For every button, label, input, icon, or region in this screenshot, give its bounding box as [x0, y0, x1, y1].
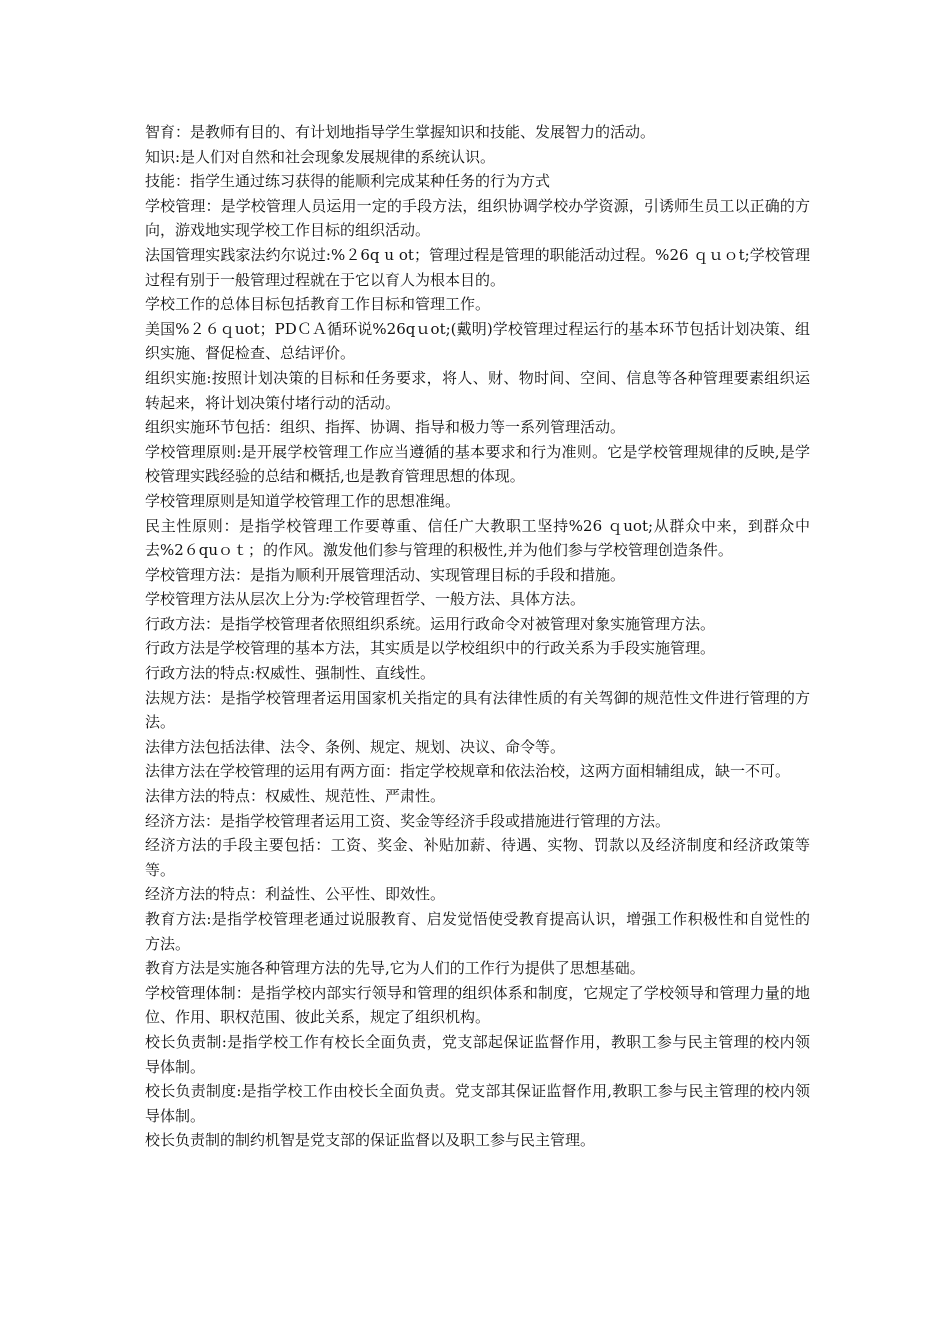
paragraph: 学校管理方法：是指为顺利开展管理活动、实现管理目标的手段和措施。 [145, 565, 626, 584]
paragraph: 学校管理原则:是开展学校管理工作应当遵循的基本要求和行为准则。它是学校管理规律的反映,是学校管理实践经验的总结和概括,也是教育管理思想的体现。 [145, 442, 810, 486]
paragraph: 学校工作的总体目标包括教育工作目标和管理工作。 [145, 295, 491, 314]
paragraph: 校长负责制:是指学校工作有校长全面负责，党支部起保证监督作用，教职工参与民主管理的校内领导体制。 [145, 1032, 810, 1076]
paragraph: 美国%２６ｑuot；PDＣＡ循环说%26qｕot;(戴明)学校管理过程运行的基本环节包括计划决策、组织实施、督促检查、总结评价。 [145, 319, 810, 363]
paragraph: 智育：是教师有目的、有计划地指导学生掌握知识和技能、发展智力的活动。 [145, 123, 656, 141]
paragraph: 法律方法包括法律、法令、条例、规定、规划、决议、命令等。 [145, 737, 566, 756]
paragraph: 法国管理实践家法约尔说过:%２6q u ot；管理过程是管理的职能活动过程。%26 ｑｕｏt;学校管理过程有别于一般管理过程就在于它以育人为根本目的。 [145, 245, 810, 289]
paragraph: 经济方法：是指学校管理者运用工资、奖金等经济手段或措施进行管理的方法。 [145, 811, 671, 830]
paragraph: 法规方法：是指学校管理者运用国家机关指定的具有法律性质的有关驾御的规范性文件进行管理的方法。 [145, 688, 810, 732]
paragraph: 学校管理：是学校管理人员运用一定的手段方法，组织协调学校办学资源，引诱师生员工以正确的方向，游戏地实现学校工作目标的组织活动。 [145, 196, 810, 240]
document-body [145, 120, 810, 1153]
paragraph: 法律方法的特点：权威性、规范性、严肃性。 [145, 787, 446, 806]
paragraph: 教育方法是实施各种管理方法的先导,它为人们的工作行为提供了思想基础。 [145, 959, 645, 978]
paragraph: 行政方法是学校管理的基本方法，其实质是以学校组织中的行政关系为手段实施管理。 [145, 639, 716, 658]
paragraph: 技能：指学生通过练习获得的能顺利完成某种任务的行为方式 [145, 172, 551, 191]
paragraph: 校长负责制的制约机智是党支部的保证监督以及职工参与民主管理。 [145, 1131, 596, 1150]
paragraph: 组织实施环节包括：组织、指挥、协调、指导和极力等一系列管理活动。 [145, 418, 626, 437]
paragraph: 知识:是人们对自然和社会现象发展规律的系统认识。 [145, 147, 496, 166]
paragraph: 组织实施:按照计划决策的目标和任务要求，将人、财、物时间、空间、信息等各种管理要素组织运转起来，将计划决策付堵行动的活动。 [145, 368, 810, 412]
paragraph: 经济方法的手段主要包括：工资、奖金、补贴加薪、待遇、实物、罚款以及经济制度和经济政策等等。 [145, 836, 810, 879]
paragraph: 行政方法：是指学校管理者依照组织系统。运用行政命令对被管理对象实施管理方法。 [145, 614, 716, 633]
paragraph: 行政方法的特点:权威性、强制性、直线性。 [145, 664, 436, 683]
paragraph: 校长负责制度:是指学校工作由校长全面负责。党支部其保证监督作用,教职工参与民主管理的校内领导体制。 [145, 1082, 810, 1125]
paragraph: 学校管理体制：是指学校内部实行领导和管理的组织体系和制度，它规定了学校领导和管理力量的地位、作用、职权范围、彼此关系，规定了组织机构。 [145, 983, 810, 1027]
paragraph: 民主性原则：是指学校管理工作要尊重、信任广大教职工坚持%26 ｑuot;从群众中来，到群众中去%2６quｏｔ；的作风。激发他们参与管理的积极性,并为他们参与学校管理创造条件。 [145, 516, 810, 560]
paragraph: 经济方法的特点：利益性、公平性、即效性。 [145, 885, 446, 904]
paragraph: 学校管理方法从层次上分为:学校管理哲学、一般方法、具体方法。 [145, 590, 586, 609]
paragraph: 法律方法在学校管理的运用有两方面：指定学校规章和依法治校，这两方面相辅组成，缺一不可。 [145, 762, 791, 781]
paragraph: 学校管理原则是知道学校管理工作的思想准绳。 [145, 491, 461, 510]
paragraph: 教育方法:是指学校管理老通过说服教育、启发觉悟使受教育提高认识，增强工作积极性和自觉性的方法。 [145, 910, 810, 953]
